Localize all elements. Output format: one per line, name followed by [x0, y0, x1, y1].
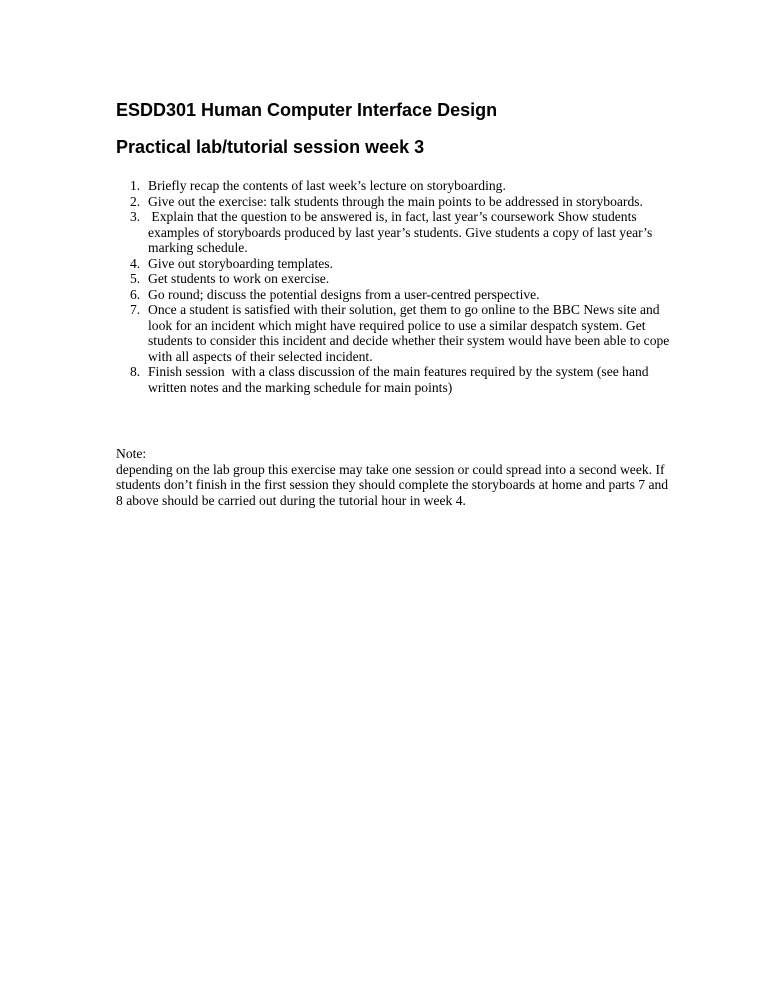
- list-item: [116, 302, 676, 364]
- list-item-number: 6.: [130, 286, 141, 302]
- note-label: Note:: [116, 446, 147, 461]
- list-item: [116, 209, 676, 256]
- list-item-number: 4.: [130, 255, 141, 271]
- list-item: [116, 364, 676, 395]
- list-item-text: Get students to work on exercise.: [148, 271, 330, 286]
- list-item-text: Explain that the question to be answered is, in fact, last year’s coursework Show students examples of storyboards produced by last year’s students. Give students a copy of last year’s marking schedule.: [148, 209, 656, 255]
- list-item-text: Finish session with a class discussion of the main features required by the system (see hand written notes and the marking schedule for main points): [148, 364, 653, 395]
- note-text: depending on the lab group this exercise may take one session or could spread into a second week. If students don’t finish in the first session they should complete the storyboards at home and parts 7 and 8 above should be carried out during the tutorial hour in week 4.: [116, 461, 669, 508]
- list-item-text: Go round; discuss the potential designs from a user-centred perspective.: [148, 286, 540, 302]
- list-item-text: Give out the exercise: talk students through the main points to be addressed in storyboards.: [148, 193, 643, 209]
- list-item-number: 7.: [130, 302, 141, 317]
- list-item: [116, 194, 676, 210]
- note-section: [116, 446, 676, 508]
- list-item: [116, 178, 676, 194]
- list-item-number: 8.: [130, 364, 141, 379]
- document-subtitle: Practical lab/tutorial session week 3: [116, 137, 425, 157]
- list-item-number: 5.: [130, 271, 141, 286]
- list-item-number: 3.: [130, 209, 141, 224]
- list-item-text: Give out storyboarding templates.: [148, 255, 333, 271]
- document-title: ESDD301 Human Computer Interface Design: [116, 100, 498, 120]
- list-item: [116, 256, 676, 272]
- list-item: [116, 287, 676, 303]
- list-item-number: 2.: [130, 193, 141, 209]
- list-item-number: 1.: [130, 178, 141, 193]
- list-item-text: Once a student is satisfied with their solution, get them to go online to the BBC News site and look for an incident which might have required police to use a similar despatch system. Get students to consider this incident and decide whether their system would have been able to cope with all aspects of their selected incident.: [148, 302, 670, 364]
- list-item: [116, 271, 676, 287]
- steps-list: [116, 178, 676, 395]
- list-item-text: Briefly recap the contents of last week’s lecture on storyboarding.: [148, 178, 506, 193]
